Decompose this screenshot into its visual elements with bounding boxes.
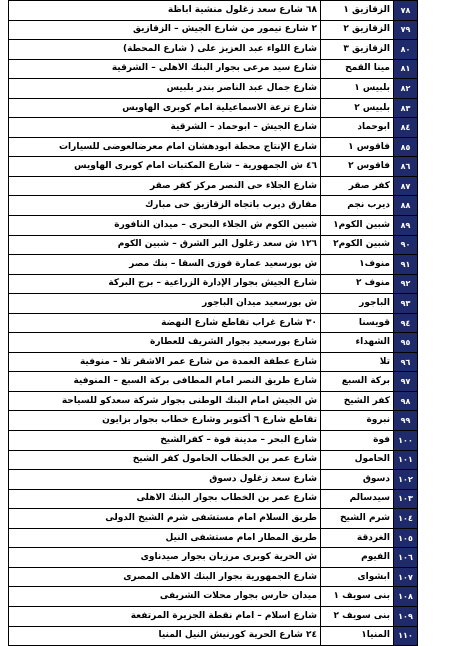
row-number-cell: ٨٥: [394, 137, 418, 157]
branch-address-cell: شارع عمر بن الخطاب الحامول كفر الشيخ: [9, 450, 321, 470]
branch-table-body: [9, 1, 418, 646]
row-number-cell: ٩٣: [394, 294, 418, 314]
branch-city-cell: ديرب نجم: [321, 196, 394, 216]
branch-address-cell: ٦٨ شارع سعد زغلول منشية اباظة: [9, 1, 321, 21]
row-number-cell: ١١٠: [394, 626, 418, 646]
branch-address-cell: شارع اللواء عبد العزيز على ( شارع المحطة): [9, 40, 321, 60]
row-number-cell: ٩٥: [394, 333, 418, 353]
branch-city-cell: الشهداء: [321, 333, 394, 353]
row-number-cell: ٩٠: [394, 235, 418, 255]
table-row: [9, 235, 418, 255]
branch-city-cell: ابشواى: [321, 567, 394, 587]
row-number-cell: ٩٨: [394, 391, 418, 411]
branch-city-cell: كفر الشيخ: [321, 391, 394, 411]
branch-address-cell: شارع الإنتاج محطة ابودهشان امام معرضالعوضى للسيارات: [9, 137, 321, 157]
branch-city-cell: فاقوس ١: [321, 137, 394, 157]
branch-city-cell: سيدسالم: [321, 489, 394, 509]
branch-address-cell: ش بورسعيد عمارة فوزى السقا – بنك مصر: [9, 255, 321, 275]
branch-city-cell: نبروة: [321, 411, 394, 431]
table-row: [9, 118, 418, 138]
row-number-cell: ٨٦: [394, 157, 418, 177]
branch-city-cell: المنيا١: [321, 626, 394, 646]
branch-city-cell: بنى سويف ٢: [321, 606, 394, 626]
branch-city-cell: الحامول: [321, 450, 394, 470]
row-number-cell: ٨٨: [394, 196, 418, 216]
table-row: [9, 372, 418, 392]
table-row: [9, 352, 418, 372]
branch-address-cell: طريق المطار امام مستشفى النيل: [9, 528, 321, 548]
table-row: [9, 391, 418, 411]
branch-address-cell: مفارق ديرب باتجاه الزقازيق حى مبارك: [9, 196, 321, 216]
table-row: [9, 313, 418, 333]
branch-table: [8, 0, 418, 646]
branch-city-cell: منوف ٢: [321, 274, 394, 294]
branch-city-cell: الغردقة: [321, 528, 394, 548]
row-number-cell: ١٠٢: [394, 470, 418, 490]
row-number-cell: ٩٤: [394, 313, 418, 333]
table-row: [9, 255, 418, 275]
branch-city-cell: الفيوم: [321, 548, 394, 568]
row-number-cell: ٨٤: [394, 118, 418, 138]
branch-address-cell: طريق السلام امام مستشفى شرم الشيخ الدولى: [9, 509, 321, 529]
table-row: [9, 450, 418, 470]
branch-address-cell: شارع طريق النصر امام المطافى بركة السبع – المنوفية: [9, 372, 321, 392]
row-number-cell: ٨٩: [394, 216, 418, 236]
branch-address-cell: شارع البحر – مدينة فوة – كفرالشيخ: [9, 431, 321, 451]
row-number-cell: ١٠٣: [394, 489, 418, 509]
row-number-cell: ١٠٩: [394, 606, 418, 626]
branch-city-cell: بنى سويف ١: [321, 587, 394, 607]
row-number-cell: ٨٠: [394, 40, 418, 60]
row-number-cell: ٩٧: [394, 372, 418, 392]
branch-address-cell: شارع الجيش بجوار الإدارة الزراعية – برج البركة: [9, 274, 321, 294]
table-row: [9, 411, 418, 431]
row-number-cell: ٩٢: [394, 274, 418, 294]
table-row: [9, 157, 418, 177]
branch-city-cell: الزقازيق ٣: [321, 40, 394, 60]
branch-city-cell: قويسنا: [321, 313, 394, 333]
table-row: [9, 137, 418, 157]
table-row: [9, 470, 418, 490]
table-row: [9, 587, 418, 607]
table-row: [9, 606, 418, 626]
branch-address-cell: شارع الجمهورية بجوار البنك الاهلى المصرى: [9, 567, 321, 587]
branch-address-cell: تقاطع شارع ٦ أكتوبر وشارع خطاب بجوار بزايون: [9, 411, 321, 431]
table-row: [9, 40, 418, 60]
branch-city-cell: كفر صقر: [321, 176, 394, 196]
branch-city-cell: فوة: [321, 431, 394, 451]
branch-city-cell: منوف١: [321, 255, 394, 275]
row-number-cell: ٩٦: [394, 352, 418, 372]
branch-address-cell: ٢ شارع تيمور من شارع الجيش – الزقازيق: [9, 20, 321, 40]
branch-city-cell: مينا القمح: [321, 59, 394, 79]
branch-city-cell: فاقوس ٢: [321, 157, 394, 177]
row-number-cell: ١٠٤: [394, 509, 418, 529]
branch-address-cell: شارع عمر بن الخطاب بجوار البنك الاهلى: [9, 489, 321, 509]
branch-address-cell: شارع ترعة الاسماعيلية امام كوبرى الهاويس: [9, 98, 321, 118]
row-number-cell: ١٠٨: [394, 587, 418, 607]
branch-city-cell: بركة السبع: [321, 372, 394, 392]
table-row: [9, 548, 418, 568]
branch-address-cell: ٣٠ شارع غراب تقاطع شارع النهضة: [9, 313, 321, 333]
table-row: [9, 98, 418, 118]
row-number-cell: ١٠٠: [394, 431, 418, 451]
table-row: [9, 196, 418, 216]
table-row: [9, 489, 418, 509]
table-row: [9, 176, 418, 196]
table-row: [9, 216, 418, 236]
branch-address-cell: ميدان حارس بجوار محلات الشريفى: [9, 587, 321, 607]
row-number-cell: ٨١: [394, 59, 418, 79]
table-row: [9, 294, 418, 314]
table-row: [9, 79, 418, 99]
branch-address-cell: ٤٦ ش الجمهورية – شارع المكتبات امام كوبرى الهاويس: [9, 157, 321, 177]
table-row: [9, 509, 418, 529]
row-number-cell: ٨٢: [394, 79, 418, 99]
row-number-cell: ١٠٦: [394, 548, 418, 568]
branch-city-cell: بلبيس ٢: [321, 98, 394, 118]
table-row: [9, 59, 418, 79]
table-row: [9, 626, 418, 646]
row-number-cell: ١٠٥: [394, 528, 418, 548]
branch-address-cell: شارع عطفة العمدة من شارع عمر الاشقر تلا – منوفية: [9, 352, 321, 372]
table-row: [9, 567, 418, 587]
branch-address-cell: شارع الجلاء حى النصر مركز كفر صقر: [9, 176, 321, 196]
branch-city-cell: شبين الكوم١: [321, 216, 394, 236]
table-row: [9, 274, 418, 294]
row-number-cell: ٧٨: [394, 1, 418, 21]
branch-city-cell: الزقازيق ٢: [321, 20, 394, 40]
branch-table-sheet: [8, 0, 418, 646]
row-number-cell: ٩٩: [394, 411, 418, 431]
table-row: [9, 20, 418, 40]
branch-city-cell: الزقازيق ١: [321, 1, 394, 21]
branch-city-cell: بلبيس ١: [321, 79, 394, 99]
branch-address-cell: ٢٤ شارع الحرية كورنيش النيل المنيا: [9, 626, 321, 646]
branch-city-cell: الباجور: [321, 294, 394, 314]
row-number-cell: ٩١: [394, 255, 418, 275]
branch-address-cell: ش بورسعيد ميدان الباجور: [9, 294, 321, 314]
table-row: [9, 528, 418, 548]
row-number-cell: ٨٣: [394, 98, 418, 118]
row-number-cell: ١٠١: [394, 450, 418, 470]
branch-address-cell: شبين الكوم ش الجلاء البحرى – ميدان النافورة: [9, 216, 321, 236]
branch-address-cell: شارع سيد مرعى بجوار البنك الاهلى – الشرقية: [9, 59, 321, 79]
branch-city-cell: شرم الشيخ: [321, 509, 394, 529]
branch-city-cell: دسوق: [321, 470, 394, 490]
branch-address-cell: ش الحرية كوبرى مرزبان بجوار صيدناوى: [9, 548, 321, 568]
branch-address-cell: ش الجيش امام البنك الوطنى بجوار شركة سعدكو للسياحة: [9, 391, 321, 411]
branch-address-cell: شارع الجيش – ابوحماد – الشرقية: [9, 118, 321, 138]
table-row: [9, 1, 418, 21]
table-row: [9, 431, 418, 451]
row-number-cell: ٨٧: [394, 176, 418, 196]
branch-city-cell: ابوحماد: [321, 118, 394, 138]
branch-city-cell: شبين الكوم٢: [321, 235, 394, 255]
branch-address-cell: شارع اسلام – امام نقطة الجزيرة المرتفعة: [9, 606, 321, 626]
branch-address-cell: ١٢٦ ش سعد زغلول البر الشرق – شبين الكوم: [9, 235, 321, 255]
row-number-cell: ١٠٧: [394, 567, 418, 587]
branch-address-cell: شارع بورسعيد بجوار الشريف للعطارة: [9, 333, 321, 353]
table-row: [9, 333, 418, 353]
branch-address-cell: شارع جمال عبد الناصر بندر بلبيس: [9, 79, 321, 99]
row-number-cell: ٧٩: [394, 20, 418, 40]
branch-city-cell: تلا: [321, 352, 394, 372]
branch-address-cell: شارع سعد زغلول دسوق: [9, 470, 321, 490]
